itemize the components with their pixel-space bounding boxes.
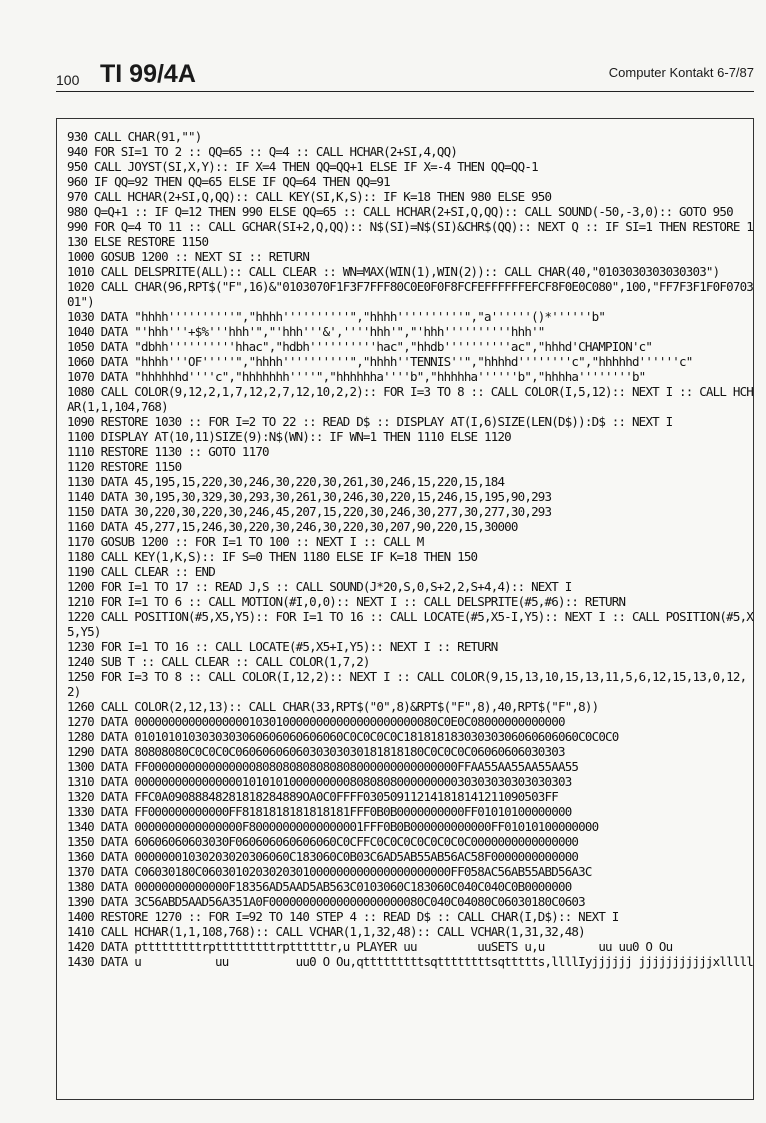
code-line: 1380 DATA 00000000000000F18356AD5AAD5AB563C0103060C183060C040C040C0B0000000 — [67, 879, 572, 894]
code-line: 1090 RESTORE 1030 :: FOR I=2 TO 22 :: READ D$ :: DISPLAY AT(I,6)SIZE(LEN(D$)):D$ :: NEXT I — [67, 414, 673, 429]
code-line: 1200 FOR I=1 TO 17 :: READ J,S :: CALL SOUND(J*20,S,0,S+2,2,S+4,4):: NEXT I — [67, 579, 572, 594]
code-line: 1080 CALL COLOR(9,12,2,1,7,12,2,7,12,10,2,2):: FOR I=3 TO 8 :: CALL COLOR(I,5,12):: NEXT I :: CALL HCHAR(1,1,104,768) — [67, 384, 754, 414]
code-line: 1160 DATA 45,277,15,246,30,220,30,246,30,220,30,207,90,220,15,30000 — [67, 519, 518, 534]
code-line: 1190 CALL CLEAR :: END — [67, 564, 215, 579]
header-rule — [56, 91, 754, 92]
code-line: 1000 GOSUB 1200 :: NEXT SI :: RETURN — [67, 249, 310, 264]
code-line: 1340 DATA 0000000000000000F80000000000000001FFF0B0B000000000000FF01010100000000 — [67, 819, 599, 834]
code-line: 1250 FOR I=3 TO 8 :: CALL COLOR(I,12,2):: NEXT I :: CALL COLOR(9,15,13,10,15,13,11,5,6,12,15,13,0,12,2) — [67, 669, 747, 699]
code-line: 1060 DATA "hhhh'''OF'''''","hhhh''''''''''","hhhh''TENNIS''","hhhhd''''''''c","hhhhhd''''''c" — [67, 354, 693, 369]
code-line: 1310 DATA 00000000000000001010101000000000808080800000000030303030303030303 — [67, 774, 572, 789]
code-line: 1170 GOSUB 1200 :: FOR I=1 TO 100 :: NEXT I :: CALL M — [67, 534, 424, 549]
code-line: 1120 RESTORE 1150 — [67, 459, 182, 474]
page-number: 100 — [56, 72, 80, 88]
code-line: 1300 DATA FF0000000000000000808080808080808000000000000000FFAA55AA55AA55AA55 — [67, 759, 579, 774]
code-line: 1110 RESTORE 1130 :: GOTO 1170 — [67, 444, 269, 459]
code-line: 1180 CALL KEY(1,K,S):: IF S=0 THEN 1180 ELSE IF K=18 THEN 150 — [67, 549, 478, 564]
page-header — [56, 58, 754, 88]
code-line: 1360 DATA 00000001030203020306060C183060C0B03C6AD5AB55AB56AC58F0000000000000 — [67, 849, 579, 864]
code-line: 1260 CALL COLOR(2,12,13):: CALL CHAR(33,RPT$("0",8)&RPT$("F",8),40,RPT$("F",8)) — [67, 699, 599, 714]
program-listing — [67, 129, 757, 969]
code-line: 950 CALL JOYST(SI,X,Y):: IF X=4 THEN QQ=QQ+1 ELSE IF X=-4 THEN QQ=QQ-1 — [67, 159, 538, 174]
issue-label: Computer Kontakt 6-7/87 — [608, 65, 754, 80]
code-line: 1280 DATA 0101010103030303060606060606060C0C0C0C0C18181818303030306060606060C0C0C0 — [67, 729, 619, 744]
code-line: 1010 CALL DELSPRITE(ALL):: CALL CLEAR :: WN=MAX(WIN(1),WIN(2)):: CALL CHAR(40,"0103030303030303") — [67, 264, 720, 279]
code-line: 1230 FOR I=1 TO 16 :: CALL LOCATE(#5,X5+I,Y5):: NEXT I :: RETURN — [67, 639, 498, 654]
listing-box — [56, 118, 754, 1100]
code-line: 1420 DATA ptttttttttrptttttttttrpttttttr,u PLAYER uu uuSETS u,u uu uu0 O Ou — [67, 939, 673, 954]
code-line: 1040 DATA "'hhh'''+$%'''hhh'","'hhh'''&',''''hhh'","'hhh''''''''''hhh'" — [67, 324, 545, 339]
code-line: 1350 DATA 60606060603030F060606060606060C0CFFC0C0C0C0C0C0C0C0000000000000000 — [67, 834, 579, 849]
code-line: 1070 DATA "hhhhhhd''''c","hhhhhhh''''","hhhhhha''''b","hhhhha''''''b","hhhha''''''''b" — [67, 369, 646, 384]
code-line: 1140 DATA 30,195,30,329,30,293,30,261,30,246,30,220,15,246,15,195,90,293 — [67, 489, 552, 504]
code-line: 960 IF QQ=92 THEN QQ=65 ELSE IF QQ=64 THEN QQ=91 — [67, 174, 390, 189]
code-line: 1410 CALL HCHAR(1,1,108,768):: CALL VCHAR(1,1,32,48):: CALL VCHAR(1,31,32,48) — [67, 924, 585, 939]
code-line: 1050 DATA "dbhh''''''''''hhac","hdbh''''''''''hac","hhdb''''''''''ac","hhhd'CHAMPION'c" — [67, 339, 653, 354]
code-line: 980 Q=Q+1 :: IF Q=12 THEN 990 ELSE QQ=65 :: CALL HCHAR(2+SI,Q,QQ):: CALL SOUND(-50,-3,0):: GOTO 950 — [67, 204, 733, 219]
code-line: 970 CALL HCHAR(2+SI,Q,QQ):: CALL KEY(SI,K,S):: IF K=18 THEN 980 ELSE 950 — [67, 189, 552, 204]
code-line: 1400 RESTORE 1270 :: FOR I=92 TO 140 STEP 4 :: READ D$ :: CALL CHAR(I,D$):: NEXT I — [67, 909, 619, 924]
code-line: 1430 DATA u uu uu0 O Ou,qtttttttttsqttttttttsqttttts,llllIyjjjjjj jjjjjjjjjjjxlllll — [67, 954, 754, 969]
code-line: 990 FOR Q=4 TO 11 :: CALL GCHAR(SI+2,Q,QQ):: N$(SI)=N$(SI)&CHR$(QQ):: NEXT Q :: IF SI=1 THEN RESTORE 1130 ELSE RESTORE 1150 — [67, 219, 754, 249]
code-line: 1100 DISPLAY AT(10,11)SIZE(9):N$(WN):: IF WN=1 THEN 1110 ELSE 1120 — [67, 429, 511, 444]
code-line: 1390 DATA 3C56ABD5AAD56A351A0F00000000000000000000080C040C04080C06030180C0603 — [67, 894, 585, 909]
code-line: 1210 FOR I=1 TO 6 :: CALL MOTION(#I,0,0):: NEXT I :: CALL DELSPRITE(#5,#6):: RETURN — [67, 594, 626, 609]
code-line: 940 FOR SI=1 TO 2 :: QQ=65 :: Q=4 :: CALL HCHAR(2+SI,4,QQ) — [67, 144, 458, 159]
code-line: 930 CALL CHAR(91,"") — [67, 129, 202, 144]
code-line: 1320 DATA FFC0A09088848281818284889OA0C0FFFF030509112141818141211090503FF — [67, 789, 558, 804]
code-line: 1030 DATA "hhhh''''''''''","hhhh''''''''''","hhhh''''''''''","a''''''()*''''''b" — [67, 309, 606, 324]
code-line: 1370 DATA C06030180C0603010203020301000000000000000000000FF058AC56AB55ABD56A3C — [67, 864, 592, 879]
code-line: 1290 DATA 80808080C0C0C0C0606060606030303030181818180C0C0C0C06060606030303 — [67, 744, 565, 759]
code-line: 1130 DATA 45,195,15,220,30,246,30,220,30,261,30,246,15,220,15,184 — [67, 474, 505, 489]
code-line: 1220 CALL POSITION(#5,X5,Y5):: FOR I=1 TO 16 :: CALL LOCATE(#5,X5-I,Y5):: NEXT I :: CALL POSITION(#5,X5,Y5) — [67, 609, 754, 639]
code-line: 1240 SUB T :: CALL CLEAR :: CALL COLOR(1,7,2) — [67, 654, 370, 669]
code-line: 1330 DATA FF000000000000FF8181818181818181FFF0B0B0000000000FF01010100000000 — [67, 804, 572, 819]
magazine-title: TI 99/4A — [100, 60, 196, 88]
code-line: 1270 DATA 000000000000000001030100000000000000000000080C0E0C08000000000000 — [67, 714, 565, 729]
code-line: 1020 CALL CHAR(96,RPT$("F",16)&"0103070F1F3F7FFF80C0E0F0F8FCFEFFFFFFEFCF8F0E0C080",100,"FF7F3F1F0F070301") — [67, 279, 754, 309]
code-line: 1150 DATA 30,220,30,220,30,246,45,207,15,220,30,246,30,277,30,277,30,293 — [67, 504, 552, 519]
